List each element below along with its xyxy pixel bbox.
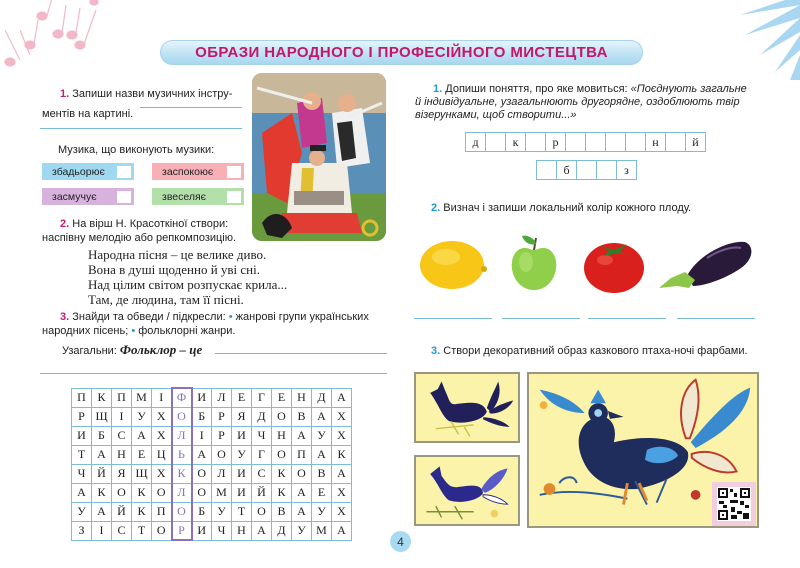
- grid-cell[interactable]: Д: [272, 521, 292, 540]
- letter-cell[interactable]: [566, 133, 586, 152]
- grid-cell[interactable]: М: [132, 388, 152, 407]
- letter-cell[interactable]: з: [617, 161, 637, 180]
- grid-cell[interactable]: П: [152, 502, 172, 521]
- grid-cell[interactable]: Е: [312, 483, 332, 502]
- grid-cell-highlighted[interactable]: О: [172, 407, 192, 426]
- grid-cell[interactable]: Х: [152, 464, 172, 483]
- right-task3-instructions: [431, 345, 748, 357]
- lemon-image: [418, 235, 488, 293]
- task-number: 3.: [431, 345, 441, 357]
- grid-cell[interactable]: И: [192, 521, 212, 540]
- task-text: Створи декоративний образ казкового птаха-ночі фарбами.: [443, 345, 748, 357]
- grid-cell[interactable]: І: [112, 407, 132, 426]
- poem-line: Там, де людина, там її пісні.: [88, 292, 244, 307]
- grid-cell[interactable]: О: [272, 445, 292, 464]
- grid-cell[interactable]: Б: [92, 426, 112, 445]
- grid-cell[interactable]: А: [332, 521, 352, 540]
- answer-line[interactable]: [215, 353, 387, 354]
- grid-cell[interactable]: К: [272, 483, 292, 502]
- letter-cell[interactable]: [666, 133, 686, 152]
- word-puzzle-row-1[interactable]: [465, 132, 706, 152]
- grid-cell[interactable]: В: [292, 407, 312, 426]
- green-apple-image: [508, 234, 560, 292]
- grid-cell[interactable]: А: [252, 521, 272, 540]
- grid-cell[interactable]: Й: [112, 502, 132, 521]
- grid-cell[interactable]: Р: [212, 407, 232, 426]
- grid-cell[interactable]: О: [212, 445, 232, 464]
- letter-cell[interactable]: н: [646, 133, 666, 152]
- task-text: наспівну мелодію або репкомпозицію.: [42, 232, 237, 244]
- letter-cell[interactable]: [606, 133, 626, 152]
- task1-instructions: [42, 84, 242, 124]
- grid-cell[interactable]: А: [312, 445, 332, 464]
- grid-cell[interactable]: Л: [212, 388, 232, 407]
- grid-cell[interactable]: У: [212, 502, 232, 521]
- letter-cell[interactable]: [526, 133, 546, 152]
- quote-text: «Поєднують загальне: [630, 83, 747, 95]
- task-number: 2.: [431, 202, 441, 214]
- grid-cell[interactable]: Р: [72, 407, 92, 426]
- grid-row: [72, 483, 352, 502]
- word-puzzle-row-2[interactable]: [536, 160, 637, 180]
- task-text: народних пісень;: [42, 325, 129, 337]
- poem-line: Вона в душі щоденно й уві сні.: [88, 262, 261, 277]
- letter-cell[interactable]: [626, 133, 646, 152]
- grid-cell[interactable]: А: [292, 483, 312, 502]
- task-number: 1.: [433, 83, 443, 95]
- grid-row: [72, 445, 352, 464]
- task-text: жанрові групи українських: [235, 311, 369, 323]
- grid-row: [72, 464, 352, 483]
- task-text: Визнач і запиши локальний колір кожного плоду.: [443, 202, 692, 214]
- grid-cell[interactable]: А: [312, 407, 332, 426]
- grid-cell[interactable]: Н: [272, 426, 292, 445]
- mood-label: звеселяє: [162, 190, 207, 203]
- task-number: 2.: [60, 218, 70, 230]
- grid-cell-highlighted[interactable]: Р: [172, 521, 192, 540]
- grid-cell[interactable]: У: [312, 502, 332, 521]
- checkbox[interactable]: [227, 166, 241, 178]
- mood-option-cheers[interactable]: [152, 188, 244, 205]
- qr-code-icon: [717, 487, 751, 521]
- generalize-phrase: Фольклор – це: [119, 342, 203, 357]
- letter-cell[interactable]: [577, 161, 597, 180]
- grid-cell[interactable]: Н: [232, 521, 252, 540]
- grid-cell[interactable]: І: [192, 426, 212, 445]
- bird-silhouette-image: [414, 372, 520, 443]
- grid-cell[interactable]: С: [252, 464, 272, 483]
- task2-instructions: [42, 217, 242, 245]
- letter-cell[interactable]: к: [506, 133, 526, 152]
- checkbox[interactable]: [227, 191, 241, 203]
- answer-line[interactable]: [140, 107, 242, 108]
- generalize-prompt: [62, 342, 202, 358]
- answer-line[interactable]: [40, 128, 242, 129]
- grid-cell[interactable]: К: [132, 502, 152, 521]
- grid-cell[interactable]: А: [292, 426, 312, 445]
- grid-cell[interactable]: А: [332, 388, 352, 407]
- grid-cell[interactable]: І: [92, 521, 112, 540]
- grid-cell[interactable]: Х: [152, 407, 172, 426]
- grid-cell[interactable]: Е: [232, 388, 252, 407]
- quote-text: візерунками, щоб створити...»: [415, 109, 577, 121]
- grid-cell[interactable]: Ц: [152, 445, 172, 464]
- grid-cell[interactable]: И: [232, 426, 252, 445]
- grid-cell[interactable]: Х: [332, 426, 352, 445]
- grid-cell[interactable]: Т: [132, 521, 152, 540]
- grid-cell[interactable]: І: [152, 388, 172, 407]
- grid-cell[interactable]: К: [92, 388, 112, 407]
- grid-cell[interactable]: В: [272, 502, 292, 521]
- grid-cell[interactable]: К: [132, 483, 152, 502]
- letter-cell[interactable]: [537, 161, 557, 180]
- grid-cell[interactable]: Х: [332, 407, 352, 426]
- grid-cell-highlighted[interactable]: О: [172, 502, 192, 521]
- letter-cell[interactable]: [597, 161, 617, 180]
- answer-line[interactable]: [414, 318, 492, 319]
- page-number: 4: [390, 531, 411, 552]
- grid-cell[interactable]: П: [292, 445, 312, 464]
- grid-cell[interactable]: А: [72, 483, 92, 502]
- grid-cell-highlighted[interactable]: Ь: [172, 445, 192, 464]
- grid-cell[interactable]: А: [92, 445, 112, 464]
- mood-option-calms[interactable]: [152, 163, 244, 180]
- grid-cell[interactable]: О: [112, 483, 132, 502]
- poem: [88, 247, 287, 307]
- grid-cell[interactable]: Н: [112, 445, 132, 464]
- mood-option-saddens[interactable]: [42, 188, 134, 205]
- grid-cell[interactable]: У: [132, 407, 152, 426]
- answer-line[interactable]: [40, 373, 387, 374]
- grid-cell[interactable]: П: [72, 388, 92, 407]
- task-text: ментів на картині.: [42, 108, 134, 120]
- grid-cell[interactable]: У: [232, 445, 252, 464]
- quote-text: й індивідуальне, узагальнюють другорядне, оздоблюють твір: [415, 96, 740, 108]
- answer-line[interactable]: [502, 318, 580, 319]
- checkbox[interactable]: [117, 166, 131, 178]
- poem-line: Народна пісня – це велике диво.: [88, 247, 267, 262]
- grid-cell[interactable]: Р: [212, 426, 232, 445]
- grid-cell[interactable]: Ч: [72, 464, 92, 483]
- grid-cell[interactable]: О: [152, 483, 172, 502]
- grid-cell[interactable]: И: [232, 483, 252, 502]
- grid-cell[interactable]: И: [232, 464, 252, 483]
- grid-cell[interactable]: С: [112, 426, 132, 445]
- grid-cell[interactable]: А: [332, 464, 352, 483]
- grid-cell[interactable]: И: [192, 388, 212, 407]
- grid-cell[interactable]: О: [152, 521, 172, 540]
- grid-cell[interactable]: Г: [252, 445, 272, 464]
- grid-cell[interactable]: А: [132, 426, 152, 445]
- letter-cell[interactable]: д: [466, 133, 486, 152]
- answer-line[interactable]: [677, 318, 755, 319]
- grid-cell[interactable]: М: [312, 521, 332, 540]
- task-number: 3.: [60, 311, 70, 323]
- task-text: Знайди та обведи / підкресли:: [72, 311, 226, 323]
- grid-cell[interactable]: У: [72, 502, 92, 521]
- letter-cell[interactable]: р: [546, 133, 566, 152]
- grid-cell[interactable]: О: [292, 464, 312, 483]
- musicians-painting: [252, 73, 386, 241]
- qr-code[interactable]: [712, 482, 756, 526]
- grid-cell[interactable]: А: [292, 502, 312, 521]
- right-task2-instructions: [431, 202, 691, 214]
- grid-cell[interactable]: А: [92, 502, 112, 521]
- mood-label: збадьорює: [52, 165, 105, 178]
- grid-cell[interactable]: Щ: [132, 464, 152, 483]
- grid-cell[interactable]: К: [92, 483, 112, 502]
- bullet-icon: •: [131, 325, 136, 337]
- grid-cell[interactable]: Х: [332, 502, 352, 521]
- grid-cell[interactable]: П: [112, 388, 132, 407]
- grid-cell[interactable]: Й: [92, 464, 112, 483]
- grid-cell[interactable]: Й: [252, 483, 272, 502]
- grid-cell[interactable]: В: [312, 464, 332, 483]
- grid-row: [72, 407, 352, 426]
- grid-cell-highlighted[interactable]: Л: [172, 483, 192, 502]
- mood-label: засмучує: [52, 190, 97, 203]
- grid-cell[interactable]: Я: [112, 464, 132, 483]
- grid-cell[interactable]: М: [212, 483, 232, 502]
- answer-line[interactable]: [588, 318, 666, 319]
- rays-decoration: [700, 0, 800, 80]
- right-task1-instructions: [415, 83, 765, 122]
- task-text: Запиши назви музичних інстру-: [72, 88, 233, 100]
- grid-cell[interactable]: Е: [272, 388, 292, 407]
- letter-cell[interactable]: [586, 133, 606, 152]
- grid-cell[interactable]: У: [292, 521, 312, 540]
- music-label: Музика, що виконують музики:: [58, 144, 215, 156]
- grid-cell[interactable]: Х: [152, 426, 172, 445]
- eggplant-image: [657, 236, 753, 294]
- grid-cell[interactable]: З: [72, 521, 92, 540]
- bird-colored-sketch-image: [414, 455, 520, 526]
- mood-option-invigorates[interactable]: [42, 163, 134, 180]
- task3-instructions: [42, 310, 387, 338]
- grid-cell[interactable]: О: [192, 483, 212, 502]
- bullet-icon: •: [228, 311, 233, 323]
- grid-cell[interactable]: Х: [332, 483, 352, 502]
- grid-cell-highlighted[interactable]: Л: [172, 426, 192, 445]
- music-notes-decoration: [0, 0, 120, 80]
- letter-cell[interactable]: й: [686, 133, 706, 152]
- grid-cell[interactable]: Б: [192, 502, 212, 521]
- grid-cell[interactable]: Т: [232, 502, 252, 521]
- grid-cell-highlighted[interactable]: Ф: [172, 388, 192, 407]
- grid-cell[interactable]: Л: [212, 464, 232, 483]
- grid-cell[interactable]: Г: [252, 388, 272, 407]
- grid-cell[interactable]: А: [192, 445, 212, 464]
- grid-cell[interactable]: Д: [312, 388, 332, 407]
- grid-row: [72, 388, 352, 407]
- grid-row: [72, 426, 352, 445]
- grid-cell[interactable]: К: [272, 464, 292, 483]
- word-search-grid[interactable]: [71, 387, 352, 541]
- mood-label: заспокоює: [162, 165, 214, 178]
- grid-cell[interactable]: О: [192, 464, 212, 483]
- task-number: 1.: [60, 88, 70, 100]
- grid-cell[interactable]: Б: [192, 407, 212, 426]
- poem-line: Над цілим світом розпускає крила...: [88, 277, 288, 292]
- task-text: На вірш Н. Красоткіної створи:: [72, 218, 229, 230]
- task-text: фольклорні жанри.: [138, 325, 236, 337]
- grid-cell-highlighted[interactable]: К: [172, 464, 192, 483]
- grid-cell[interactable]: Н: [292, 388, 312, 407]
- tomato-image: [583, 236, 645, 294]
- page-title: ОБРАЗИ НАРОДНОГО І ПРОФЕСІЙНОГО МИСТЕЦТВА: [160, 40, 643, 65]
- task-text: Допиши поняття, про яке мовиться:: [445, 83, 628, 95]
- grid-cell[interactable]: Е: [132, 445, 152, 464]
- grid-cell[interactable]: Т: [72, 445, 92, 464]
- grid-cell[interactable]: Ч: [252, 426, 272, 445]
- grid-cell[interactable]: К: [332, 445, 352, 464]
- grid-cell[interactable]: С: [112, 521, 132, 540]
- grid-row: [72, 521, 352, 540]
- letter-cell[interactable]: [486, 133, 506, 152]
- grid-cell[interactable]: У: [312, 426, 332, 445]
- grid-cell[interactable]: Ч: [212, 521, 232, 540]
- grid-cell[interactable]: Щ: [92, 407, 112, 426]
- grid-cell[interactable]: Я: [232, 407, 252, 426]
- grid-cell[interactable]: И: [72, 426, 92, 445]
- generalize-label: Узагальни:: [62, 345, 117, 357]
- checkbox[interactable]: [117, 191, 131, 203]
- letter-cell[interactable]: б: [557, 161, 577, 180]
- grid-cell[interactable]: Д: [252, 407, 272, 426]
- grid-cell[interactable]: О: [252, 502, 272, 521]
- grid-cell[interactable]: О: [272, 407, 292, 426]
- grid-row: [72, 502, 352, 521]
